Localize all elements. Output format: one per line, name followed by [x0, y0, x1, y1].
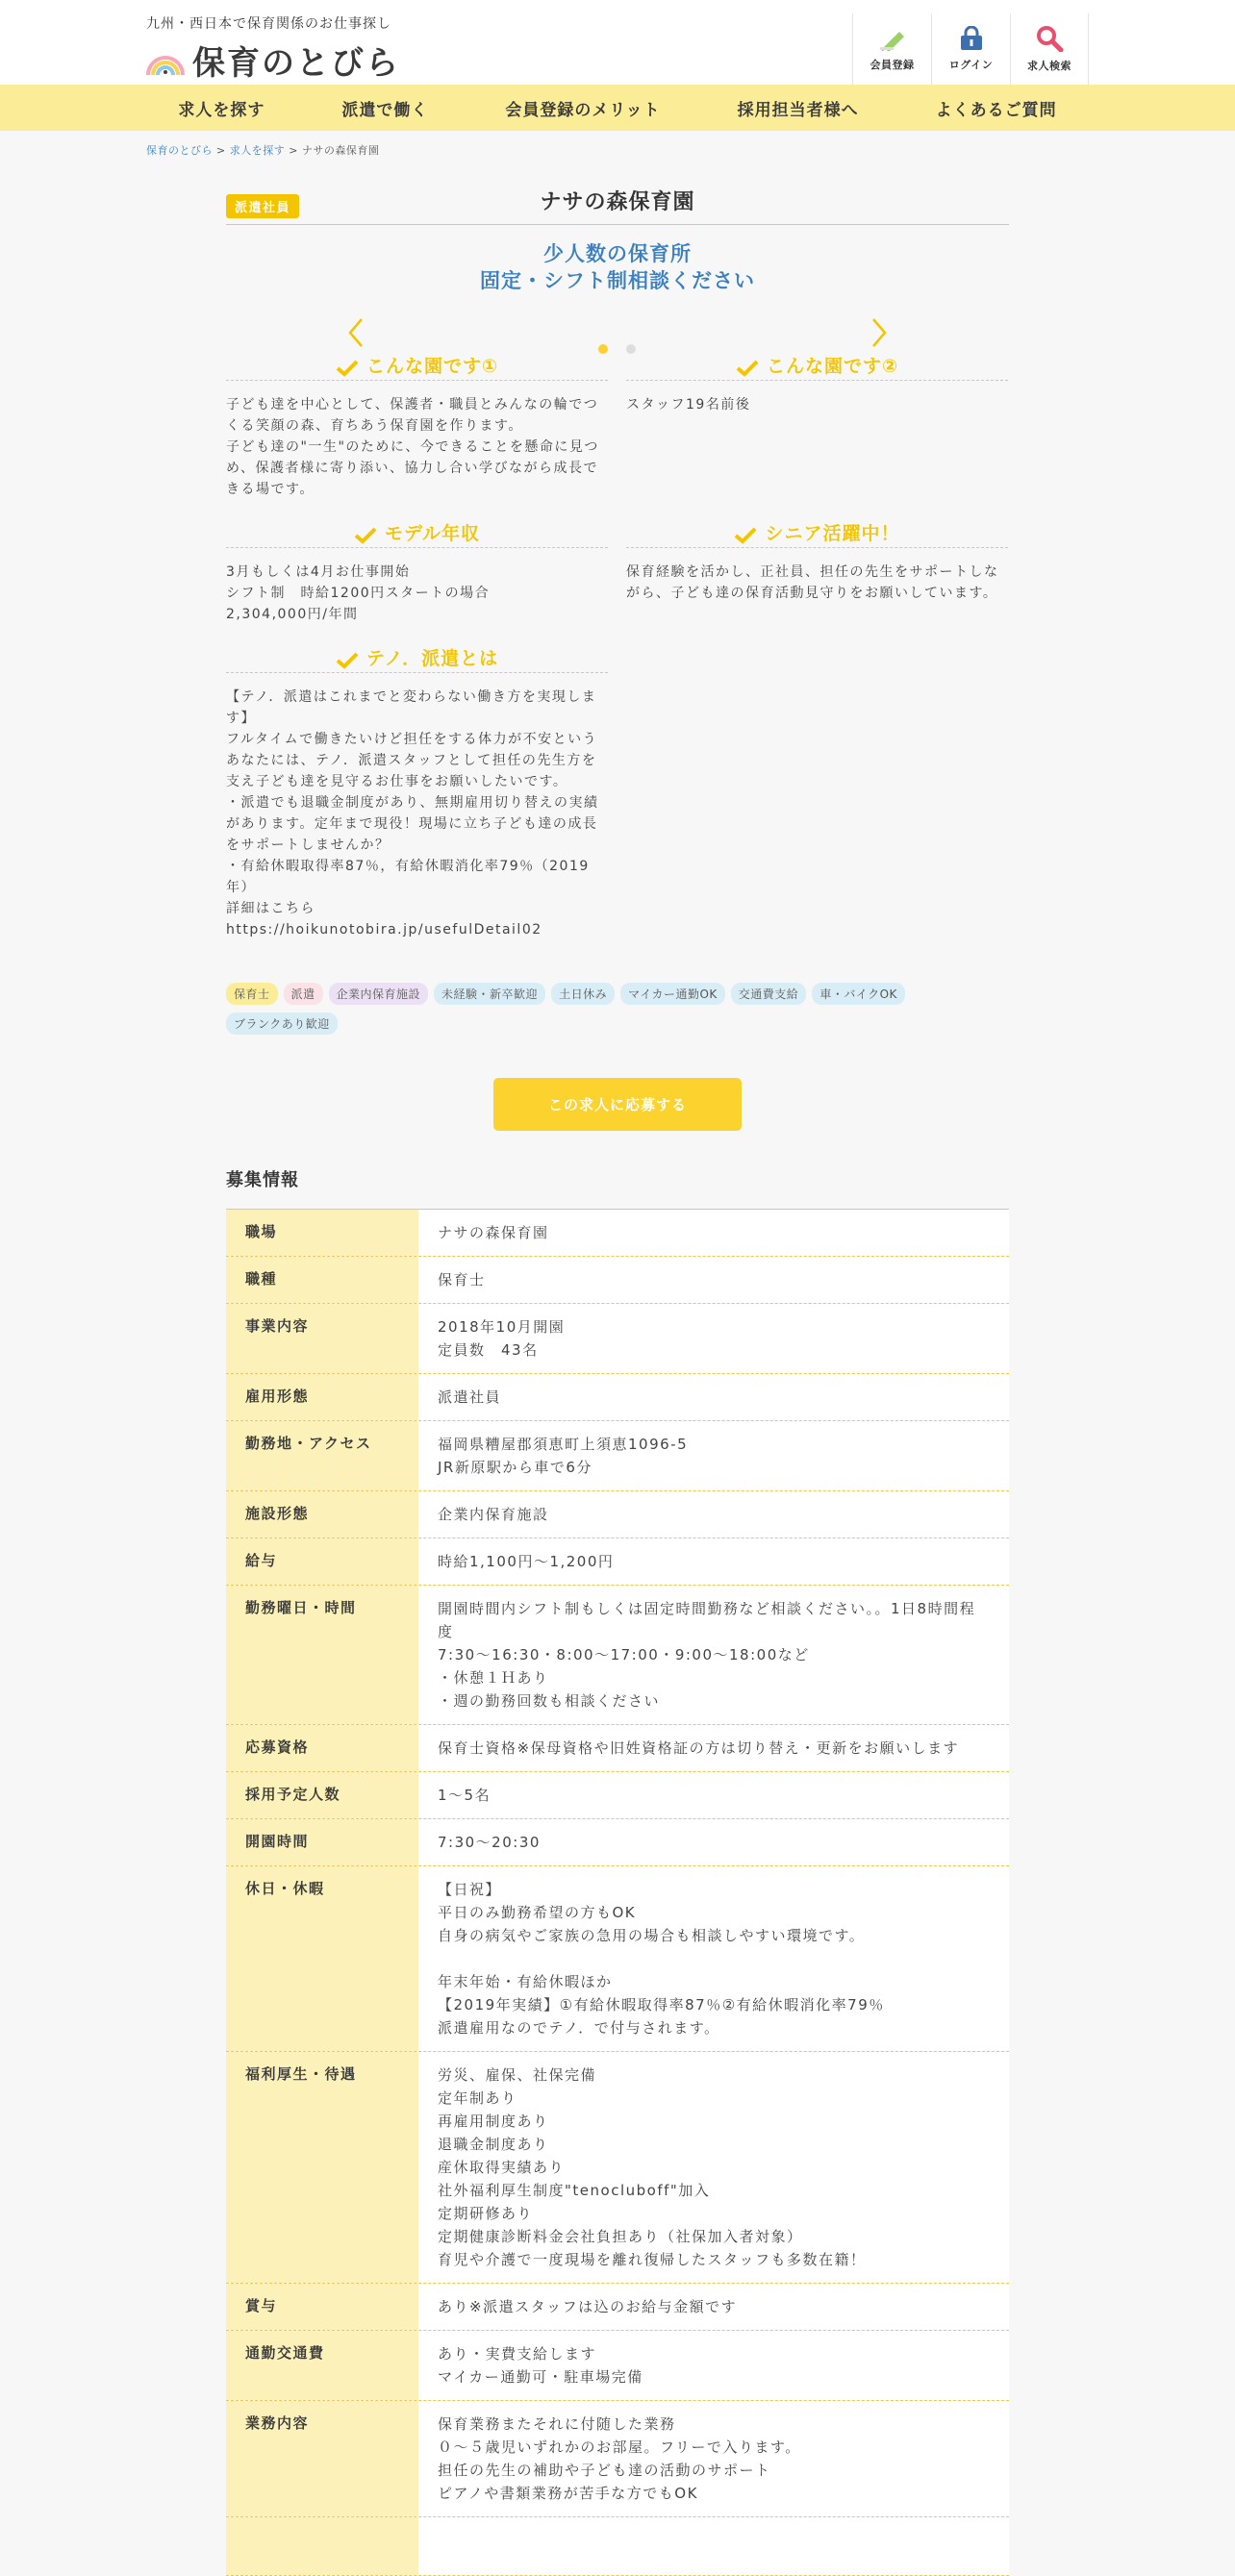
table-row [226, 1210, 1009, 1257]
row-header: 職種 [226, 1257, 418, 1303]
main-nav [0, 85, 1235, 131]
feature-heading-text: シニア活躍中！ [765, 523, 900, 544]
check-icon [354, 527, 377, 544]
tag: 車・バイクOK [812, 983, 905, 1005]
job-info-table [226, 1209, 1009, 2576]
feature-heading-text: こんな園です① [365, 356, 499, 377]
table-row [226, 2052, 1009, 2284]
row-value: ナサの森保育園 [418, 1210, 1009, 1256]
check-icon [736, 360, 759, 377]
section-title: 募集情報 [226, 1170, 299, 1190]
table-row [226, 1304, 1009, 1374]
feature-block [226, 517, 608, 625]
nav-item-member-merits[interactable]: 会員登録のメリット [505, 100, 661, 120]
row-value: 派遣社員 [418, 1374, 1009, 1420]
nav-item-find-jobs[interactable]: 求人を探す [178, 100, 265, 120]
row-header: 事業内容 [226, 1304, 418, 1373]
register-label: 会員登録 [870, 59, 915, 71]
table-row [226, 1257, 1009, 1304]
row-value: 7:30～20:30 [418, 1819, 1009, 1865]
row-value: 福岡県糟屋郡須恵町上須恵1096-5 JR新原駅から車で6分 [418, 1421, 1009, 1490]
job-detail [226, 188, 1009, 294]
breadcrumb [146, 142, 379, 158]
job-title-row [226, 188, 1009, 225]
breadcrumb-separator: > [213, 144, 230, 157]
lock-icon [957, 26, 986, 51]
row-value: 保育士 [418, 1257, 1009, 1303]
tag: 派遣 [284, 983, 323, 1005]
breadcrumb-home[interactable]: 保育のとびら [146, 144, 213, 157]
row-value: 時給1,100円～1,200円 [418, 1538, 1009, 1585]
feature-heading-text: テノ．派遣とは [365, 648, 499, 669]
table-row [226, 1586, 1009, 1725]
row-header: 福利厚生・待遇 [226, 2052, 418, 2283]
tag: 土日休み [551, 983, 615, 1005]
breadcrumb-current: ナサの森保育園 [301, 144, 380, 157]
row-header: 勤務地・アクセス [226, 1421, 418, 1490]
row-value: 開園時間内シフト制もしくは固定時間勤務など相談ください。。1日8時間程度 7:30～16:30・8:00～17:00・9:00～18:00など ・休憩１Ｈあり ・週の勤務回数も相談ください [418, 1586, 1009, 1724]
search-icon [1035, 25, 1064, 52]
feature-block [626, 517, 1008, 604]
pencil-icon [878, 26, 907, 51]
table-row [226, 1772, 1009, 1819]
row-header: 勤務曜日・時間 [226, 1586, 418, 1724]
row-header: 雇用形態 [226, 1374, 418, 1420]
table-row [226, 2331, 1009, 2401]
feature-heading [226, 642, 608, 673]
search-label: 求人検索 [1027, 60, 1071, 72]
row-value: 保育士資格※保母資格や旧姓資格証の方は切り替え・更新をお願いします [418, 1725, 1009, 1771]
row-header: 賞与 [226, 2284, 418, 2330]
apply-button[interactable]: この求人に応募する [493, 1078, 742, 1131]
row-value: 企業内保育施設 [418, 1491, 1009, 1538]
nav-item-employers[interactable]: 採用担当者様へ [737, 100, 859, 120]
row-header: 応募資格 [226, 1725, 418, 1771]
breadcrumb-separator: > [285, 144, 302, 157]
feature-heading [226, 517, 608, 548]
feature-heading [626, 350, 1008, 381]
feature-block [626, 350, 1008, 415]
employment-badge: 派遣社員 [226, 194, 299, 218]
feature-heading [226, 350, 608, 381]
feature-body: 保育経験を活かし、正社員、担任の先生をサポートしながら、子ども達の保育活動見守りをお願いしています。 [626, 564, 999, 601]
tag: 交通費支給 [731, 983, 807, 1005]
tag: 保育士 [226, 983, 278, 1005]
job-catchphrase [226, 240, 1009, 294]
row-value: 【日祝】 平日のみ勤務希望の方もOK 自身の病気やご家族の急用の場合も相談しやすい環境です。 年末年始・有給休暇ほか 【2019年実績】①有給休暇取得率87％②有給休暇消化率79％ 派遣雇用なのでテノ．で付与されます。 [418, 1866, 1009, 2051]
feature-body: 【テノ．派遣はこれまでと変わらない働き方を実現します】 フルタイムで働きたいけど担任をする体力が不安というあなたには、テノ．派遣スタッフとして担任の先生方を支え子ども達を見守るお仕事をお願いしたいです。 ・派遣でも退職金制度があり、無期雇用切り替えの実績があります。定年まで現役！現場に立ち子ども達の成長をサポートしませんか？ ・有給休暇取得率87％，有給休暇消化率79％（2019年） 詳細はこちら https://hoikunotobira.jp/usefulDetail02 [226, 689, 599, 938]
tag: ブランクあり歓迎 [226, 1013, 338, 1035]
row-header: 通勤交通費 [226, 2331, 418, 2400]
check-icon [336, 652, 359, 669]
site-logo[interactable] [144, 37, 400, 84]
breadcrumb-search[interactable]: 求人を探す [229, 144, 286, 157]
catch-line-1: 少人数の保育所 [543, 242, 692, 265]
row-value: 1～5名 [418, 1772, 1009, 1818]
row-value [418, 2517, 1009, 2575]
slider-next-icon[interactable] [870, 317, 889, 348]
row-header: 開園時間 [226, 1819, 418, 1865]
register-button[interactable] [852, 13, 931, 85]
row-value: 労災、雇保、社保完備 定年制あり 再雇用制度あり 退職金制度あり 産休取得実績あり 社外福利厚生制度"tenocluboff"加入 定期研修あり 定期健康診断料金会社負担あり（社保加入者対象） 育児や介護で一度現場を離れ復帰したスタッフも多数在籍！ [418, 2052, 1009, 2283]
feature-block [226, 350, 608, 500]
check-icon [336, 360, 359, 377]
tag: 未経験・新卒歓迎 [434, 983, 545, 1005]
feature-block [226, 642, 608, 940]
row-value: あり※派遣スタッフは込のお給与金額です [418, 2284, 1009, 2330]
rainbow-logo-icon [144, 44, 187, 77]
row-header [226, 2517, 418, 2575]
logo-text: 保育のとびら [192, 44, 400, 83]
tag: 企業内保育施設 [329, 983, 429, 1005]
table-row [226, 2517, 1009, 2576]
table-row [226, 2284, 1009, 2331]
job-tags [226, 983, 1009, 1042]
table-row [226, 1725, 1009, 1772]
row-value: あり・実費支給します マイカー通勤可・駐車場完備 [418, 2331, 1009, 2400]
nav-item-faq[interactable]: よくあるご質問 [935, 100, 1057, 120]
row-header: 休日・休暇 [226, 1866, 418, 2051]
row-header: 採用予定人数 [226, 1772, 418, 1818]
catch-line-2: 固定・シフト制相談ください [480, 269, 755, 292]
row-value: 2018年10月開園 定員数 43名 [418, 1304, 1009, 1373]
tag: マイカー通勤OK [620, 983, 725, 1005]
slider-prev-icon[interactable] [346, 317, 365, 348]
feature-body: 子ども達を中心として、保護者・職員とみんなの輪でつくる笑顔の森、育ちあう保育園を作ります。 子ども達の"一生"のために、今できることを懸命に見つめ、保護者様に寄り添い、協力し合い学びながら成長できる場です。 [226, 397, 599, 497]
job-title: ナサの森保育園 [540, 190, 695, 214]
table-row [226, 1538, 1009, 1586]
row-value: 保育業務またそれに付随した業務 ０～５歳児いずれかのお部屋。フリーで入ります。 担任の先生の補助や子ども達の活動のサポート ピアノや書類業務が苦手な方でもOK [418, 2401, 1009, 2516]
row-header: 給与 [226, 1538, 418, 1585]
row-header: 業務内容 [226, 2401, 418, 2516]
table-row [226, 1819, 1009, 1866]
nav-item-dispatch[interactable]: 派遣で働く [341, 100, 429, 120]
site-tagline: 九州・西日本で保育関係のお仕事探し [146, 16, 391, 32]
login-label: ログイン [948, 59, 994, 71]
table-row [226, 1866, 1009, 2052]
table-row [226, 1421, 1009, 1491]
table-row [226, 1374, 1009, 1421]
row-header: 施設形態 [226, 1491, 418, 1538]
feature-heading [626, 517, 1008, 548]
table-row [226, 1491, 1009, 1538]
feature-body: 3月もしくは4月お仕事開始 シフト制 時給1200円スタートの場合 2,304,000円/年間 [226, 564, 491, 622]
feature-heading-text: こんな園です② [766, 356, 899, 377]
site-header [0, 0, 1235, 85]
table-row [226, 2401, 1009, 2517]
job-search-button[interactable] [1010, 13, 1089, 85]
feature-heading-text: モデル年収 [384, 523, 481, 544]
check-icon [734, 527, 757, 544]
row-header: 職場 [226, 1210, 418, 1256]
feature-body: スタッフ19名前後 [626, 397, 751, 413]
login-button[interactable] [931, 13, 1010, 85]
